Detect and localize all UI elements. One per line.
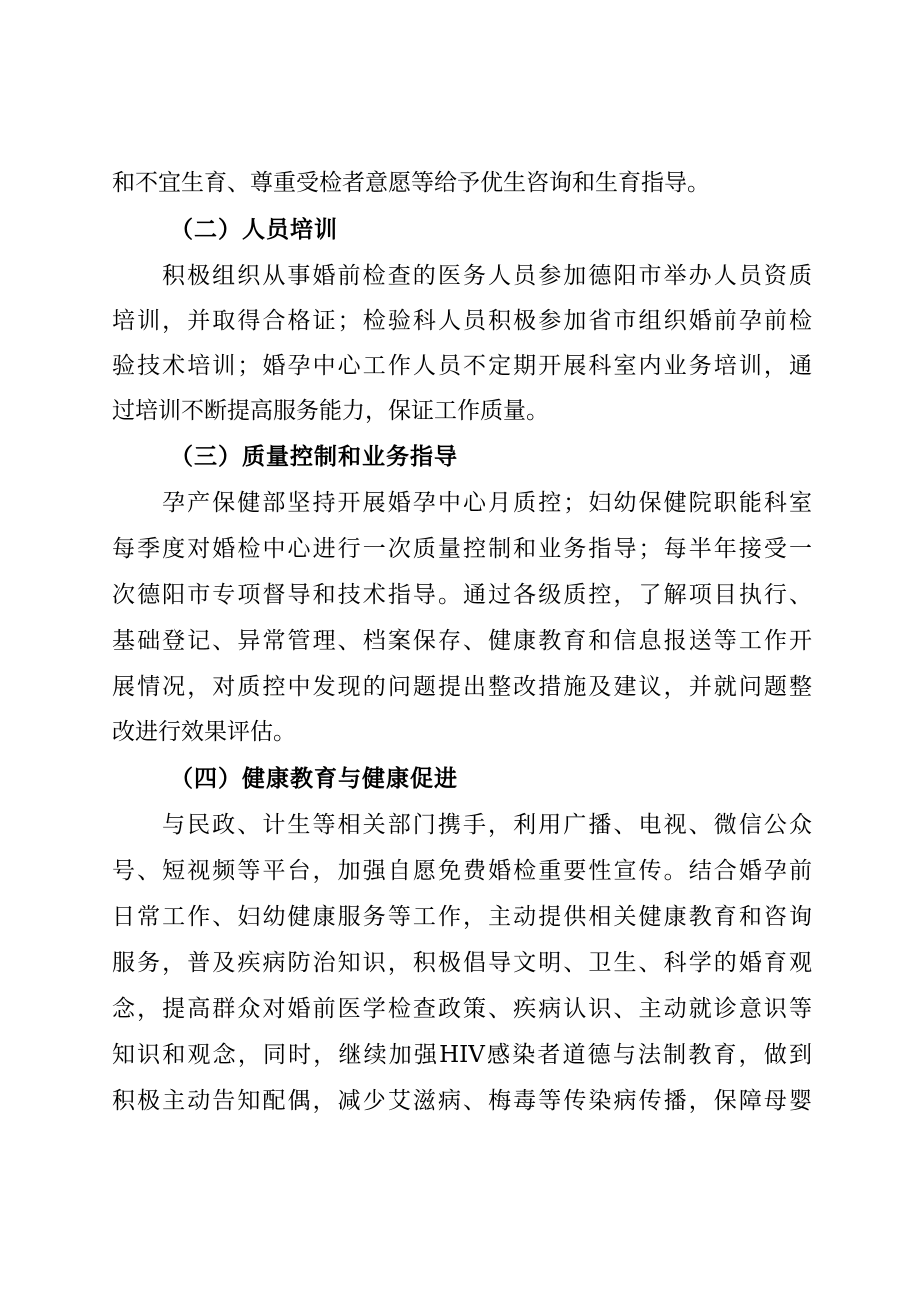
paragraph-line: 过培训不断提高服务能力，保证工作质量。	[112, 398, 549, 424]
section-heading-4: （四）健康教育与健康促进	[170, 766, 458, 792]
paragraph-line: 积极主动告知配偶，减少艾滋病、梅毒等传染病传播，保障母婴	[112, 1088, 812, 1114]
paragraph-line: 改进行效果评估。	[112, 719, 296, 745]
paragraph-line: 展情况，对质控中发现的问题提出整改措施及建议，并就问题整	[112, 674, 812, 700]
paragraph-line: 服务，普及疾病防治知识，积极倡导文明、卫生、科学的婚育观	[112, 950, 812, 976]
paragraph-line: 日常工作、妇幼健康服务等工作，主动提供相关健康教育和咨询	[112, 904, 812, 930]
paragraph-line: 号、短视频等平台，加强自愿免费婚检重要性宣传。结合婚孕前	[112, 858, 812, 884]
paragraph-line: 基础登记、异常管理、档案保存、健康教育和信息报送等工作开	[112, 628, 812, 654]
paragraph-line: 孕产保健部坚持开展婚孕中心月质控；妇幼保健院职能科室	[162, 490, 812, 516]
paragraph-line: 和不宜生育、尊重受检者意愿等给予优生咨询和生育指导。	[112, 170, 710, 196]
paragraph-line: 每季度对婚检中心进行一次质量控制和业务指导；每半年接受一	[112, 536, 812, 562]
paragraph-line: 与民政、计生等相关部门携手，利用广播、电视、微信公众	[162, 812, 812, 838]
paragraph-line: 培训，并取得合格证；检验科人员积极参加省市组织婚前孕前检	[112, 308, 812, 334]
paragraph-line: 验技术培训；婚孕中心工作人员不定期开展科室内业务培训，通	[112, 353, 812, 379]
section-heading-2: （二）人员培训	[170, 217, 338, 243]
paragraph-line: 次德阳市专项督导和技术指导。通过各级质控，了解项目执行、	[112, 582, 812, 608]
paragraph-line: 积极组织从事婚前检查的医务人员参加德阳市举办人员资质	[162, 263, 812, 289]
paragraph-line: 念，提高群众对婚前医学检查政策、疾病认识、主动就诊意识等	[112, 996, 812, 1022]
paragraph-line: 知识和观念，同时，继续加强HIV感染者道德与法制教育，做到	[112, 1042, 812, 1068]
section-heading-3: （三）质量控制和业务指导	[170, 444, 458, 470]
